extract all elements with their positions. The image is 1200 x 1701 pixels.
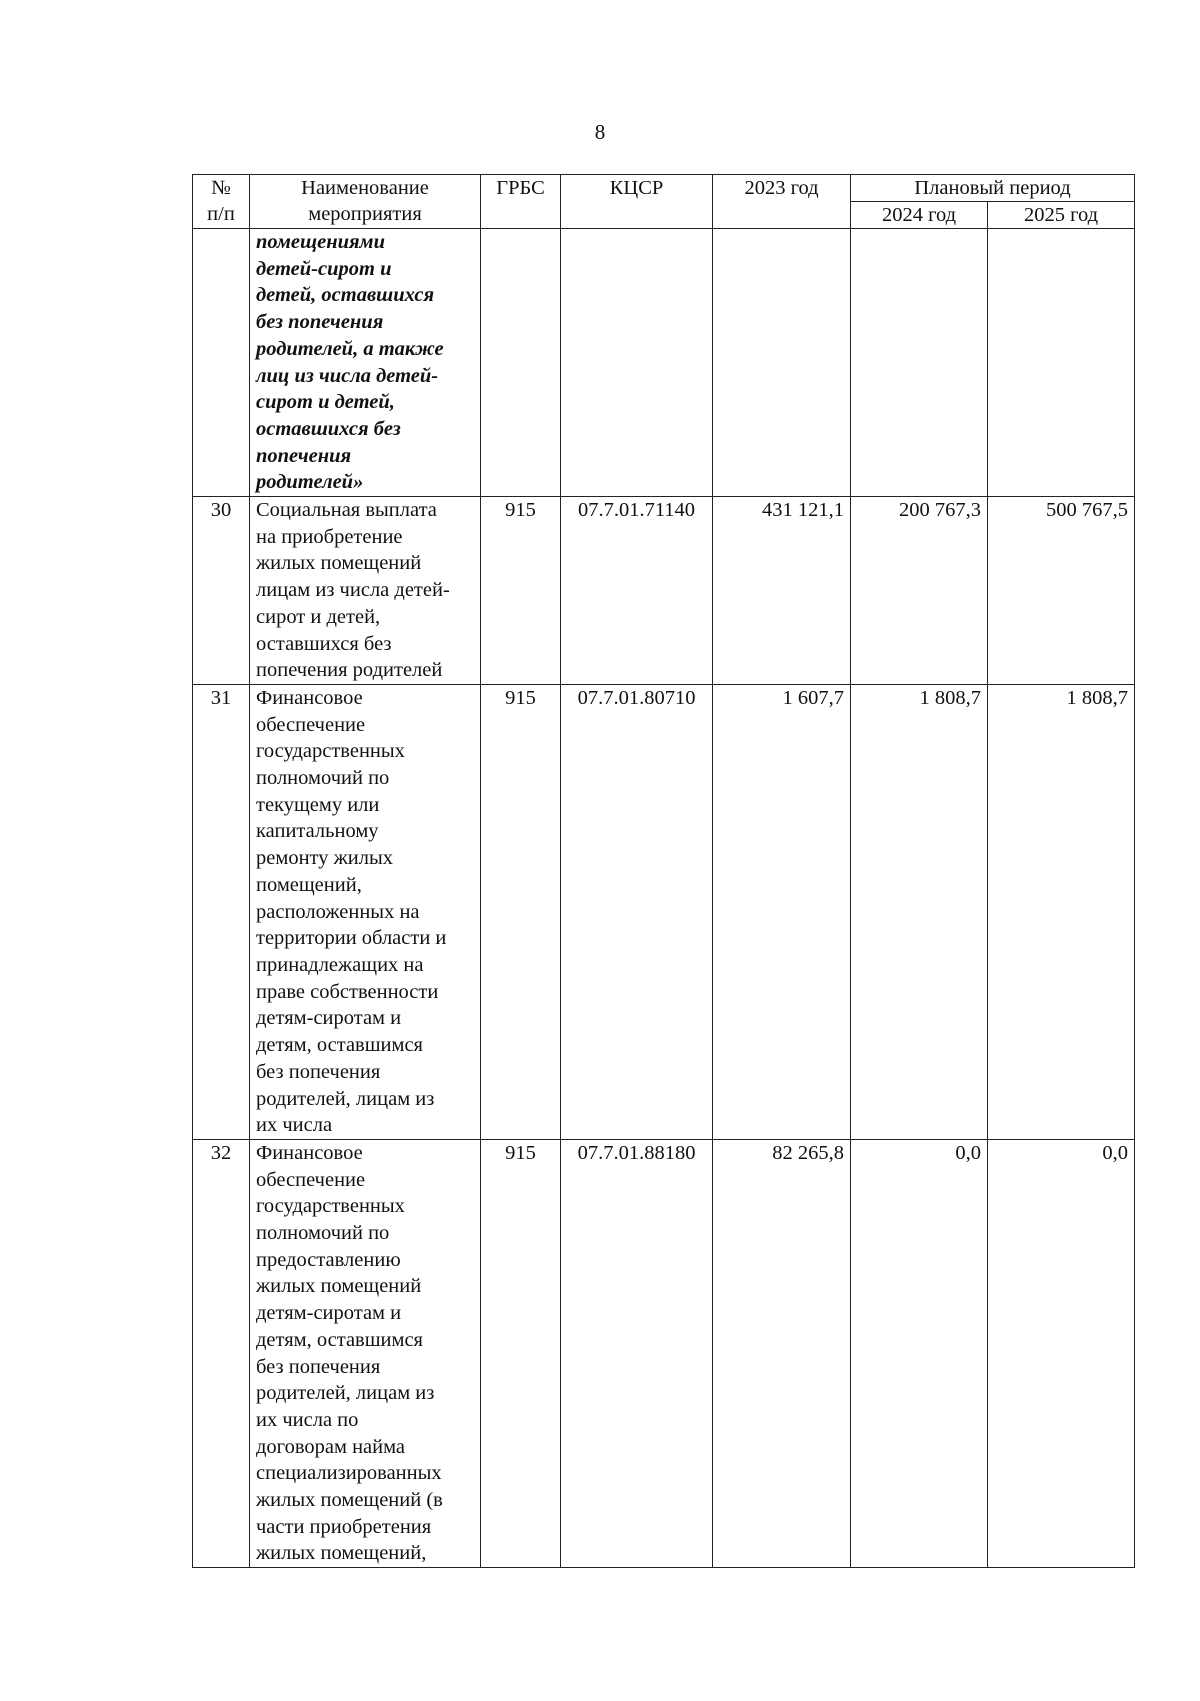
row-kcsr: 07.7.01.88180 bbox=[561, 1139, 713, 1567]
row-number: 32 bbox=[193, 1139, 250, 1567]
row-2023: 431 121,1 bbox=[713, 497, 851, 685]
header-2023: 2023 год bbox=[713, 175, 851, 229]
table-row bbox=[193, 1139, 1135, 1567]
row-name: Финансовое обеспечение государственных полномочий по предоставлению жилых помещений детям-сиротам и детям, оставшимся без попечения родителей, лицам из их числа по договорам найма специализированных жилых помещений (в части приобретения жилых помещений, bbox=[250, 1139, 481, 1567]
header-row-1 bbox=[193, 175, 1135, 202]
row-name: Социальная выплата на приобретение жилых помещений лицам из числа детей- сирот и детей, оставшихся без попечения родителей bbox=[250, 497, 481, 685]
continuation-text: помещениями детей-сирот и детей, оставшихся без попечения родителей, а также лиц из числа детей- сирот и детей, оставшихся без попечения родителей» bbox=[250, 229, 481, 497]
header-kcsr: КЦСР bbox=[561, 175, 713, 229]
budget-table bbox=[192, 174, 1135, 1568]
table-cell bbox=[988, 229, 1135, 497]
continuation-row bbox=[193, 229, 1135, 497]
row-2023: 82 265,8 bbox=[713, 1139, 851, 1567]
row-grbs: 915 bbox=[481, 684, 561, 1139]
row-2024: 200 767,3 bbox=[851, 497, 988, 685]
header-name: Наименование мероприятия bbox=[250, 175, 481, 229]
table-cell bbox=[193, 229, 250, 497]
row-number: 31 bbox=[193, 684, 250, 1139]
table-row bbox=[193, 497, 1135, 685]
row-2024: 0,0 bbox=[851, 1139, 988, 1567]
row-grbs: 915 bbox=[481, 497, 561, 685]
table-cell bbox=[561, 229, 713, 497]
row-name: Финансовое обеспечение государственных полномочий по текущему или капитальному ремонту жилых помещений, расположенных на территории области и принадлежащих на праве собственности детям-сиротам и детям, оставшимся без попечения родителей, лицам из их числа bbox=[250, 684, 481, 1139]
table-row bbox=[193, 684, 1135, 1139]
row-2023: 1 607,7 bbox=[713, 684, 851, 1139]
header-2024: 2024 год bbox=[851, 202, 988, 229]
header-2025: 2025 год bbox=[988, 202, 1135, 229]
row-2025: 1 808,7 bbox=[988, 684, 1135, 1139]
row-grbs: 915 bbox=[481, 1139, 561, 1567]
row-kcsr: 07.7.01.80710 bbox=[561, 684, 713, 1139]
row-number: 30 bbox=[193, 497, 250, 685]
table-cell bbox=[713, 229, 851, 497]
header-planned-period: Плановый период bbox=[851, 175, 1135, 202]
table-cell bbox=[481, 229, 561, 497]
row-2025: 500 767,5 bbox=[988, 497, 1135, 685]
header-grbs: ГРБС bbox=[481, 175, 561, 229]
row-2024: 1 808,7 bbox=[851, 684, 988, 1139]
header-num: № п/п bbox=[193, 175, 250, 229]
row-2025: 0,0 bbox=[988, 1139, 1135, 1567]
table-cell bbox=[851, 229, 988, 497]
row-kcsr: 07.7.01.71140 bbox=[561, 497, 713, 685]
page-number: 8 bbox=[594, 120, 606, 144]
